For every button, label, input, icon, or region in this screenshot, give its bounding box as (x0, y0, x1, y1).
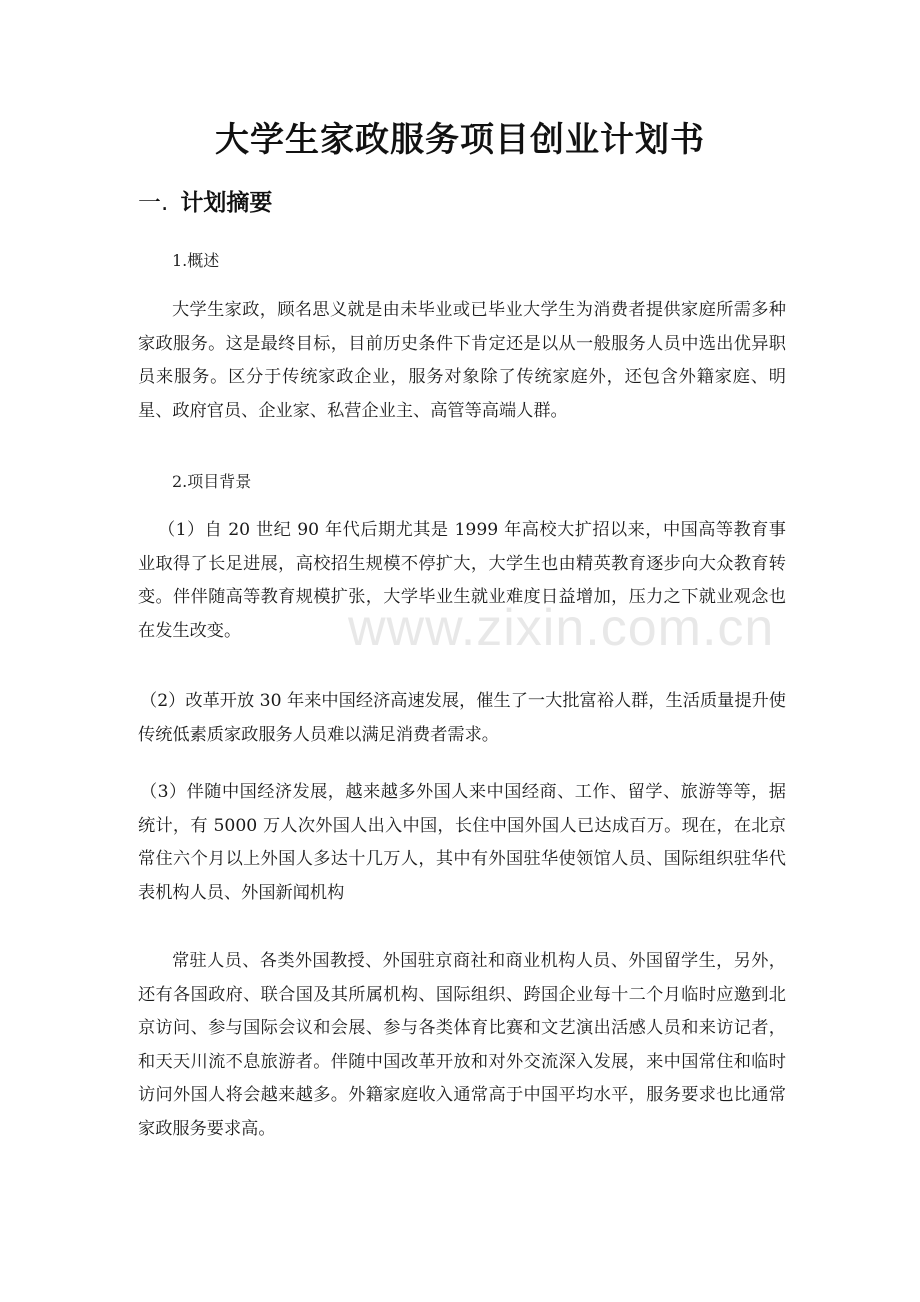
section-heading (138, 184, 272, 217)
subheading-background: 2.项目背景 (172, 472, 252, 491)
section-number: 一. (138, 190, 169, 216)
subheading-overview: 1.概述 (172, 251, 220, 270)
section-heading-text: 计划摘要 (180, 190, 273, 216)
paragraph-background-4: 常驻人员、各类外国教授、外国驻京商社和商业机构人员、外国留学生，另外，还有各国政府、联合国及其所属机构、国际组织、跨国企业每十二个月临时应邀到北京访问、参与国际会议和会展、参与各类体育比赛和文艺演出活感人员和来访记者，和天天川流不息旅游者。伴随中国改革开放和对外交流深入发展，来中国常住和临时访问外国人将会越来越多。外籍家庭收入通常高于中国平均水平，服务要求也比通常家政服务要求高。 (138, 951, 786, 1139)
document-title: 大学生家政服务项目创业计划书 (215, 120, 705, 160)
watermark: www.zixin.com.cn (348, 599, 775, 657)
paragraph-background-2: （2）改革开放 30 年来中国经济高速发展，催生了一大批富裕人群，生活质量提升使传统低素质家政服务人员难以满足消费者需求。 (138, 691, 786, 745)
paragraph-background-1: （1）自 20 世纪 90 年代后期尤其是 1999 年高校大扩招以来，中国高等教育事业取得了长足进展，高校招生规模不停扩大，大学生也由精英教育逐步向大众教育转变。伴伴随高等教育规模扩张，大学毕业生就业难度日益增加，压力之下就业观念也在发生改变。 (138, 520, 786, 641)
paragraph-overview: 大学生家政，顾名思义就是由未毕业或已毕业大学生为消费者提供家庭所需多种家政服务。这是最终目标，目前历史条件下肯定还是以从一般服务人员中选出优异职员来服务。区分于传统家政企业，服务对象除了传统家庭外，还包含外籍家庭、明星、政府官员、企业家、私营企业主、高管等高端人群。 (138, 300, 786, 421)
paragraph-background-3: （3）伴随中国经济发展，越来越多外国人来中国经商、工作、留学、旅游等等，据统计，有 5000 万人次外国人出入中国，长住中国外国人已达成百万。现在，在北京常住六个月以上外国人多达十几万人，其中有外国驻华使领馆人员、国际组织驻华代表机构人员、外国新闻机构 (138, 782, 786, 903)
